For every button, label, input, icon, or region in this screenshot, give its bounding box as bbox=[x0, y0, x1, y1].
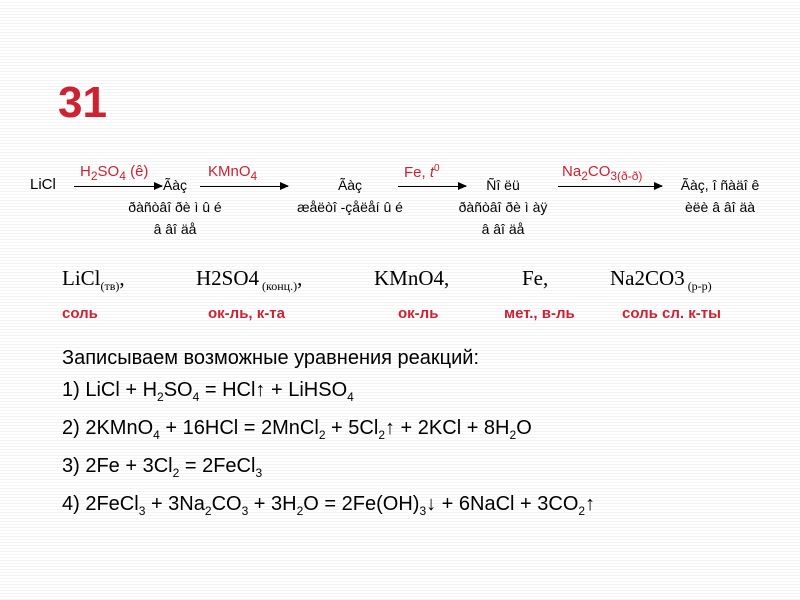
node-1: Ãàç ðàñòâî ðè ì û é â âî äå bbox=[128, 177, 222, 237]
node-2: Ãàç æåëòî -çåëåí û é bbox=[297, 177, 403, 215]
role-h2so4: ок-ль, к-та bbox=[208, 305, 285, 322]
equation-2: 2) 2KMnO$_4$ + 16HCl = 2MnCl$_2$ + $5Cl_2↑ + 2KCl + 8H_2O$ bbox=[62, 417, 532, 442]
scheme-start: LiCl bbox=[30, 176, 56, 193]
arrow-4 bbox=[558, 186, 662, 187]
role-kmno4: ок-ль bbox=[398, 305, 439, 322]
arrow-4-label: $Na_2CO_{3(ð-ð)}$ bbox=[562, 163, 643, 183]
equation-4: 4) 2FeCl$_3$ + $3Na_2CO_3 + 3H_2O$ = $2Fe(OH)_3↓$ + 6NaCl + $3CO_2↑$ bbox=[62, 493, 596, 518]
reagent-na2co3: Na2CO3 $_{(р-р)}$ bbox=[610, 266, 712, 294]
node-4: Ãàç, î ñàäî ê èëè â âî äà bbox=[680, 177, 760, 215]
reagent-h2so4: H2SO4 $_{(конц.)}$, bbox=[196, 266, 303, 294]
equations-heading: Записываем возможные уравнения реакций: bbox=[62, 347, 480, 369]
reagent-fe: Fe, bbox=[522, 266, 549, 290]
role-fe: мет., в-ль bbox=[504, 305, 575, 322]
equation-3: 3) $2Fe + 3Cl_2$ = 2FeCl$_3$ bbox=[62, 455, 263, 480]
arrow-1-label: $H_2SO_4$ (ê) bbox=[80, 163, 149, 183]
arrow-3-label: Fe, $t^0$ bbox=[404, 163, 440, 181]
role-licl: соль bbox=[62, 305, 98, 322]
reagent-licl: LiCl$_{(тв)}$, bbox=[62, 266, 125, 294]
slide-number: 31 bbox=[58, 78, 107, 127]
arrow-2-label: KMnO$_4$ bbox=[208, 163, 258, 183]
reagent-kmno4: KMnO4, bbox=[374, 266, 450, 290]
role-na2co3: соль сл. к-ты bbox=[622, 305, 721, 322]
node-3: Ñî ëü ðàñòâî ðè ì àÿ â âî äå bbox=[458, 177, 548, 237]
equation-1: 1) LiCl + $H_2SO_4$ = HCl↑ + LiHSO$_4$ bbox=[62, 379, 354, 404]
